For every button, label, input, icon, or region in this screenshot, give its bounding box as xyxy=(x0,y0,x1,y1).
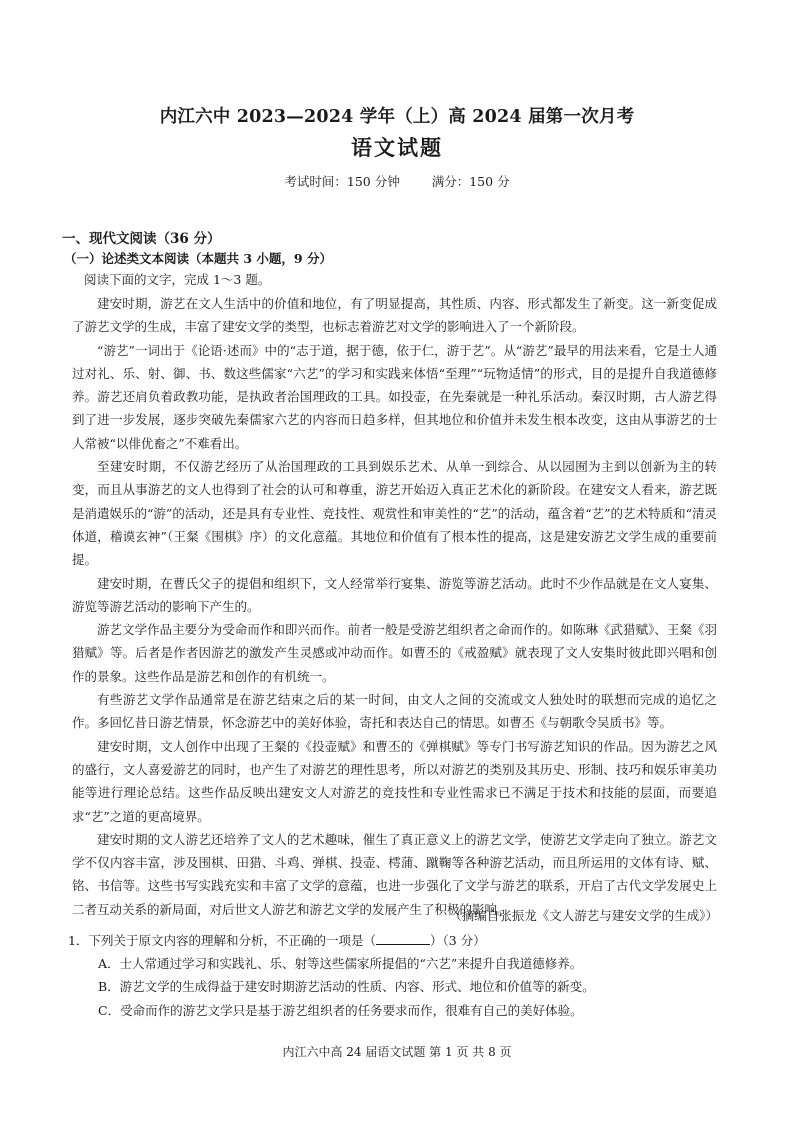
passage-paragraph: 游艺文学作品主要分为受命而作和即兴而作。前者一般是受游艺组织者之命而作的。如陈琳《武猎赋》、王粲《羽猎赋》等。后者是作者因游艺的激发产生灵感或冲动而作。如曹丕的《戒盈赋》就表现了文人安集时彼此即兴唱和创作的景象。这些作品是游艺和创作的有机统一。 xyxy=(72,622,717,684)
reading-passage xyxy=(72,292,717,921)
passage-paragraph: 有些游艺文学作品通常是在游艺结束之后的某一时间，由文人之间的交流或文人独处时的联想而完成的追忆之作。多回忆昔日游艺情景，怀念游艺中的美好体验，寄托和表达自己的情思。如曹丕《与朝歌令吴质书》等。 xyxy=(72,692,717,731)
passage-paragraph: “游艺”一词出于《论语·述而》中的“志于道，据于德，依于仁，游于艺”。从“游艺”最早的用法来看，它是士人通过对礼、乐、射、御、书、数这些儒家“六艺”的学习和实践来体悟“至理”“玩物适情”的形式，目的是提升自我道德修养。游艺还肩负着政教功能，是执政者治国理政的工具。如投壶，在先秦就是一种礼乐活动。秦汉时期，古人游艺得到了进一步发展，逐步突破先秦儒家六艺的内容而日趋多样，但其地位和价值并未发生根本改变，这由从事游艺的士人常被“以俳优畜之”不难看出。 xyxy=(72,342,717,451)
passage-paragraph: 建安时期，游艺在文人生活中的价值和地位，有了明显提高，其性质、内容、形式都发生了新变。这一新变促成了游艺文学的生成，丰富了建安文学的类型，也标志着游艺对文学的影响进入了一个新阶段。 xyxy=(72,296,717,335)
option-b: B．游艺文学的生成得益于建安时期游艺活动的性质、内容、形式、地位和价值等的新变。 xyxy=(98,979,595,995)
question-stem-score: ）（3 分） xyxy=(429,933,486,948)
question-stem-text: 1．下列关于原文内容的理解和分析，不正确的一项是（ xyxy=(68,933,376,948)
question-stem xyxy=(68,929,728,952)
exam-title: 内江六中 2023—2024 学年（上）高 2024 届第一次月考 xyxy=(159,107,635,127)
passage-paragraph: 建安时期，在曹氏父子的提倡和组织下，文人经常举行宴集、游览等游艺活动。此时不少作品就是在文人宴集、游览等游艺活动的影响下产生的。 xyxy=(72,575,717,614)
page-footer: 内江六中高 24 届语文试题 第 1 页 共 8 页 xyxy=(282,1045,512,1059)
option-c: C．受命而作的游艺文学只是基于游艺组织者的任务要求而作，很难有自己的美好体验。 xyxy=(98,1002,583,1018)
reading-instruction: 阅读下面的文字，完成 1～3 题。 xyxy=(84,272,271,287)
exam-time: 考试时间：150 分钟 xyxy=(284,174,400,189)
passage-source: （摘编自张振龙《文人游艺与建安文学的生成》） xyxy=(449,908,718,923)
question-1 xyxy=(68,929,728,1022)
full-score: 满分：150 分 xyxy=(431,174,510,189)
section-title: 一、现代文阅读（36 分） xyxy=(62,231,221,247)
passage-paragraph: 建安时期，文人创作中出现了王粲的《投壶赋》和曹丕的《弹棋赋》等专门书写游艺知识的作品。因为游艺之风的盛行，文人喜爱游艺的同时，也产生了对游艺的理性思考，所以对游艺的类别及其历史、形制、技巧和娱乐审美功能等进行理论总结。这些作品反映出建安文人对游艺的竞技性和专业性需求已不满足于技术和技能的层面，而要追求“艺”之道的更高境界。 xyxy=(72,738,717,824)
answer-blank[interactable] xyxy=(376,932,430,945)
subject-title: 语文试题 xyxy=(351,135,443,160)
subsection-title: （一）论述类文本阅读（本题共 3 小题，9 分） xyxy=(64,251,332,266)
passage-paragraph: 建安时期的文人游艺还培养了文人的艺术趣味，催生了真正意义上的游艺文学，使游艺文学走向了独立。游艺文学不仅内容丰富，涉及围棋、田猎、斗鸡、弹棋、投壶、樗蒲、蹴鞠等各种游艺活动，而且所运用的文体有诗、赋、铭、书信等。这些书写实践充实和丰富了文学的意蕴，也进一步强化了文学与游艺的联系，开启了古代文学发展史上二者互动关系的新局面，对后世文人游艺和游艺文学的发展产生了积极的影响。 xyxy=(72,831,717,917)
option-a: A．士人常通过学习和实践礼、乐、射等这些儒家所提倡的“六艺”来提升自我道德修养。 xyxy=(98,956,583,972)
passage-paragraph: 至建安时期，不仅游艺经历了从治国理政的工具到娱乐艺术、从单一到综合、从以园囿为主到以创新为主的转变，而且从事游艺的文人也得到了社会的认可和尊重，游艺开始迈入真正艺术化的新阶段。在建安文人看来，游艺既是消遣娱乐的“游”的活动，还是具有专业性、竞技性、观赏性和审美性的“艺”的活动，蕴含着“艺”的艺术特质和“清灵体道，稽谟玄神”（王粲《围棋》序）的文化意蕴。其地位和价值有了根本性的提高，这是建安游艺文学生成的重要前提。 xyxy=(72,459,717,568)
exam-info xyxy=(0,172,794,190)
